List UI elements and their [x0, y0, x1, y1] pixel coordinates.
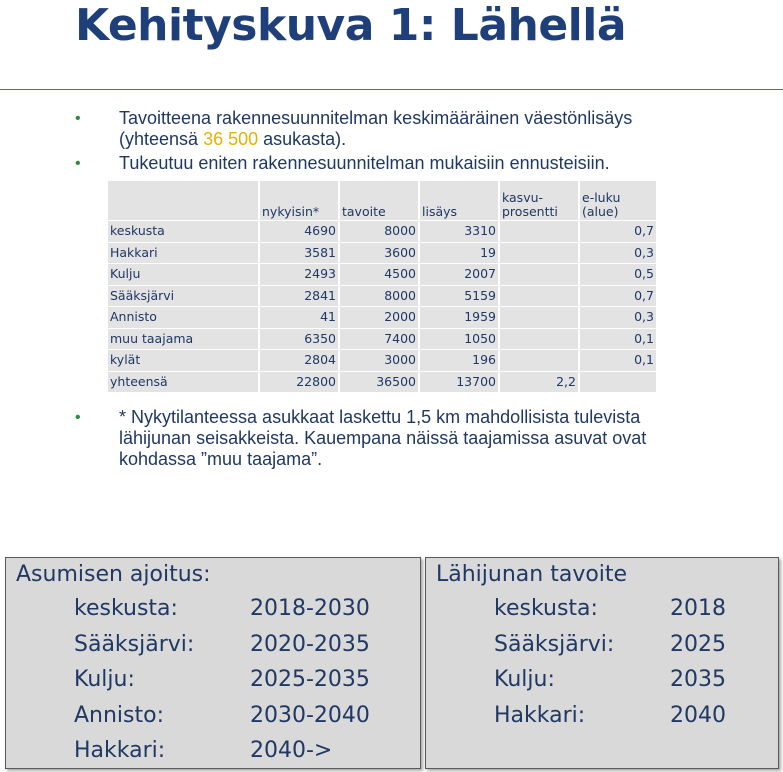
table-header-cell: lisäys	[420, 181, 500, 221]
table-cell	[500, 350, 580, 372]
table-cell: 0,7	[580, 221, 658, 243]
table-cell: 19	[420, 243, 500, 265]
schedule-years: 2040	[670, 702, 726, 728]
header-text: e-luku	[582, 190, 621, 205]
table-row	[108, 286, 658, 308]
schedule-row	[74, 667, 404, 693]
table-cell: 1050	[420, 329, 500, 351]
table-cell: 0,5	[580, 264, 658, 286]
table-row	[108, 243, 658, 265]
table-cell: 2841	[260, 286, 340, 308]
train-target-title: Lähijunan tavoite	[436, 562, 628, 587]
housing-schedule-title: Asumisen ajoitus:	[16, 562, 211, 587]
table-row-label: kylät	[108, 350, 260, 372]
bullet-text-line: kohdassa ”muu taajama”.	[119, 449, 323, 469]
table-row	[108, 372, 658, 394]
schedule-row	[494, 703, 783, 729]
table-header-cell	[580, 181, 658, 221]
table-cell: 0,1	[580, 350, 658, 372]
table-cell: 3600	[340, 243, 420, 265]
table-cell: 0,1	[580, 329, 658, 351]
schedule-years: 2030-2040	[250, 702, 370, 728]
schedule-years: 2020-2035	[250, 631, 370, 657]
schedule-row	[74, 596, 404, 622]
table-cell: 3581	[260, 243, 340, 265]
schedule-years: 2025	[670, 631, 726, 657]
table-cell: 196	[420, 350, 500, 372]
highlight-total: 36 500	[203, 129, 259, 149]
header-text: prosentti	[502, 204, 558, 219]
table-row-label: yhteensä	[108, 372, 260, 394]
table-cell: 4690	[260, 221, 340, 243]
table-row	[108, 264, 658, 286]
table-row-label: Hakkari	[108, 243, 260, 265]
table-cell	[500, 286, 580, 308]
table-cell: 2804	[260, 350, 340, 372]
schedule-row	[494, 632, 783, 658]
table-cell: 7400	[340, 329, 420, 351]
header-text: kasvu-	[502, 190, 544, 205]
schedule-years: 2040->	[250, 738, 333, 763]
table-row	[108, 307, 658, 329]
table-cell: 36500	[340, 372, 420, 394]
schedule-place: Hakkari:	[494, 702, 586, 728]
schedule-years: 2018-2030	[250, 596, 370, 621]
bullet-text-part: (yhteensä	[119, 129, 204, 149]
train-target-box	[425, 557, 779, 769]
table-header-cell: nykyisin*	[260, 181, 340, 221]
schedule-years: 2025-2035	[250, 667, 370, 692]
table-cell: 6350	[260, 329, 340, 351]
bullet-icon: •	[75, 409, 81, 426]
table-header-cell: tavoite	[340, 181, 420, 221]
table-cell: 2493	[260, 264, 340, 286]
population-table	[108, 181, 658, 393]
table-cell: 8000	[340, 221, 420, 243]
table-cell	[500, 329, 580, 351]
table-cell: 0,3	[580, 307, 658, 329]
title-divider	[0, 89, 783, 90]
schedule-place: keskusta:	[74, 596, 178, 621]
table-row-label: Kulju	[108, 264, 260, 286]
table-cell: 1959	[420, 307, 500, 329]
bullet-text-line: lähijunan seisakkeista. Kauempana näissä taajamissa asuvat ovat	[119, 428, 647, 448]
table-cell: 13700	[420, 372, 500, 394]
schedule-years: 2018	[670, 596, 726, 621]
bullet-text-line	[119, 129, 632, 150]
schedule-place: keskusta:	[494, 596, 598, 621]
schedule-row	[74, 738, 404, 764]
bullet-text-line: * Nykytilanteessa asukkaat laskettu 1,5 km mahdollisista tulevista	[119, 407, 641, 427]
schedule-row	[494, 596, 783, 622]
table-cell: 0,3	[580, 243, 658, 265]
schedule-place: Annisto:	[74, 702, 165, 728]
table-cell: 0,7	[580, 286, 658, 308]
table-row-label: Sääksjärvi	[108, 286, 260, 308]
table-header-cell	[108, 181, 260, 221]
slide-title: Kehityskuva 1: Lähellä	[75, 0, 627, 51]
table-cell: 4500	[340, 264, 420, 286]
table-cell	[580, 372, 658, 394]
table-row-label: Annisto	[108, 307, 260, 329]
header-text: (alue)	[582, 204, 619, 219]
schedule-place: Hakkari:	[74, 738, 166, 763]
schedule-row	[74, 703, 404, 729]
table-cell	[500, 221, 580, 243]
schedule-place: Sääksjärvi:	[74, 631, 195, 657]
table-cell: 3000	[340, 350, 420, 372]
table-row	[108, 350, 658, 372]
table-row-label: muu taajama	[108, 329, 260, 351]
housing-schedule-box	[5, 557, 421, 769]
bullet-icon: •	[75, 110, 81, 127]
bullet-icon: •	[75, 155, 81, 172]
table-cell: 22800	[260, 372, 340, 394]
table-cell: 2000	[340, 307, 420, 329]
table-row-label: keskusta	[108, 221, 260, 243]
schedule-place: Sääksjärvi:	[494, 631, 615, 657]
table-row	[108, 329, 658, 351]
table-row	[108, 221, 658, 243]
schedule-place: Kulju:	[74, 667, 135, 692]
table-cell: 5159	[420, 286, 500, 308]
schedule-place: Kulju:	[494, 667, 555, 692]
table-cell: 8000	[340, 286, 420, 308]
table-cell	[500, 264, 580, 286]
table-cell: 2,2	[500, 372, 580, 394]
table-header-row	[108, 181, 658, 221]
bullet-text-line: Tavoitteena rakennesuunnitelman keskimääräinen väestönlisäys	[119, 108, 633, 128]
bullet-text-line: Tukeutuu eniten rakennesuunnitelman mukaisiin ennusteisiin.	[119, 153, 610, 173]
schedule-row	[494, 667, 783, 693]
table-header-cell	[500, 181, 580, 221]
schedule-row	[74, 632, 404, 658]
table-cell: 2007	[420, 264, 500, 286]
table-cell: 3310	[420, 221, 500, 243]
table-cell	[500, 243, 580, 265]
bullet-text-part: asukasta).	[258, 129, 347, 149]
table-cell	[500, 307, 580, 329]
schedule-years: 2035	[670, 667, 726, 692]
table-cell: 41	[260, 307, 340, 329]
